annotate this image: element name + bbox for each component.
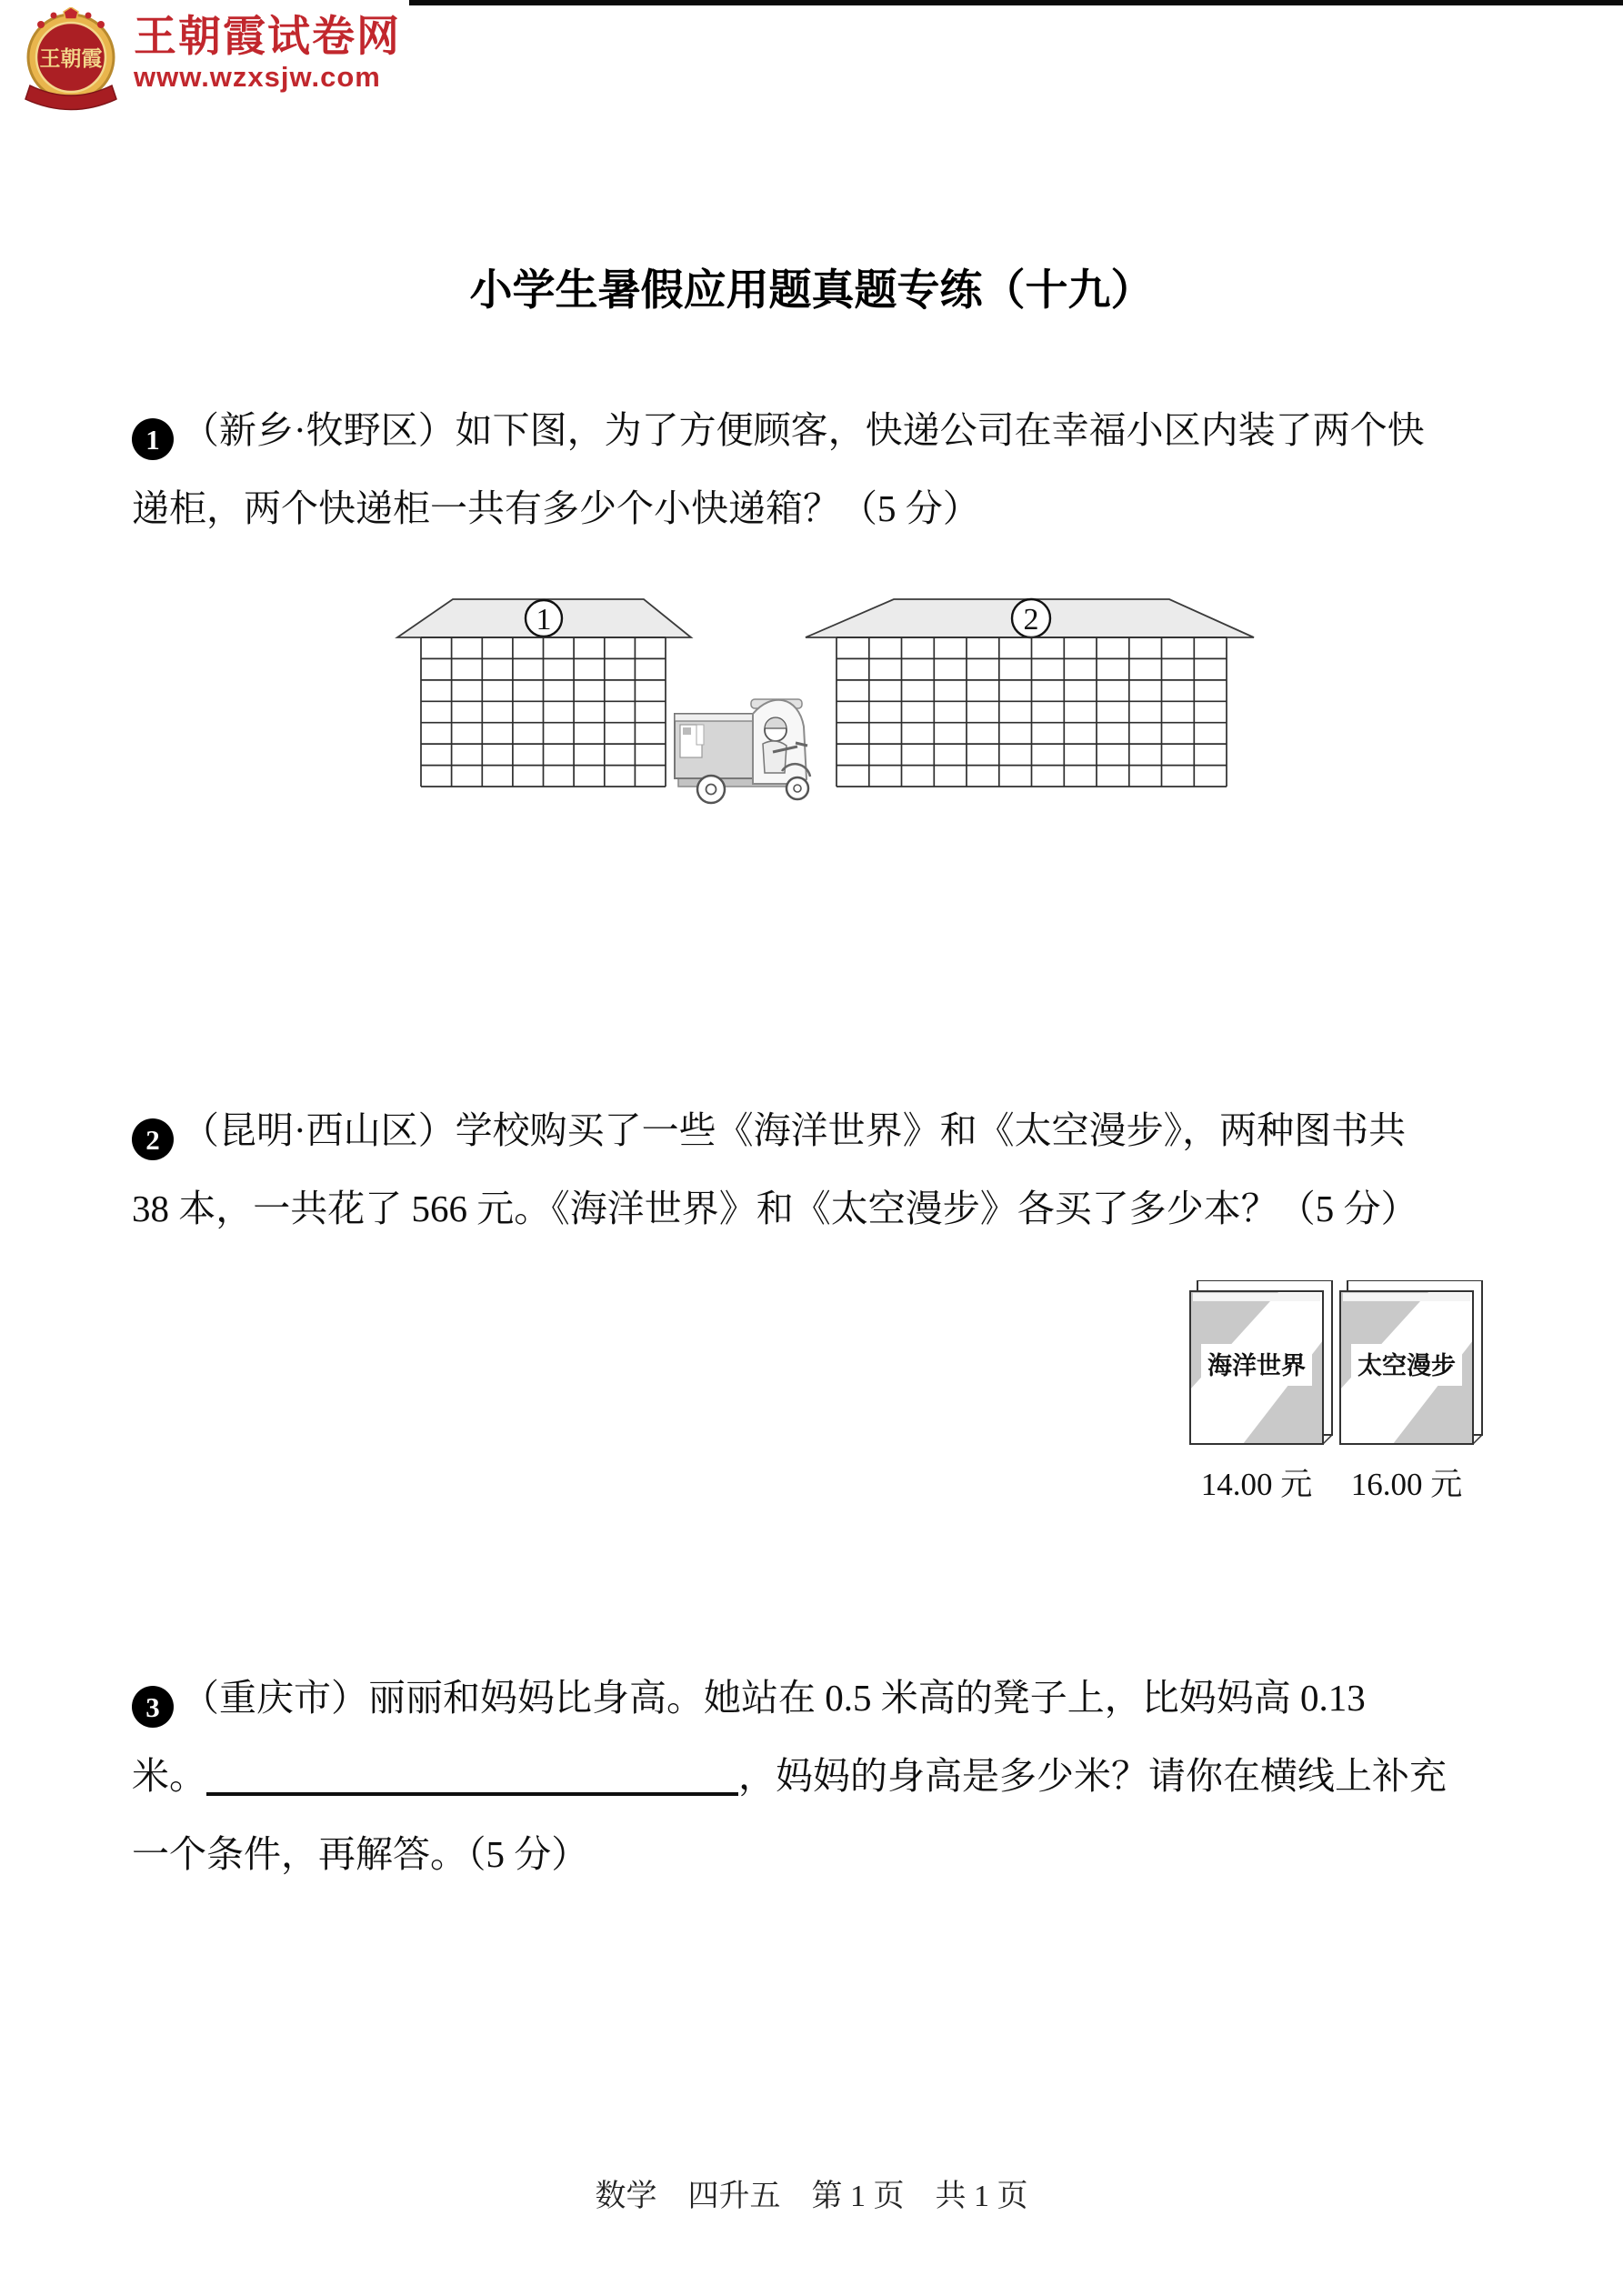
top-border-line (409, 0, 1623, 5)
problem-3 (132, 1659, 1505, 1893)
page-footer: 数学 四升五 第 1 页 共 1 页 (595, 2180, 1028, 2213)
page-title: 小学生暑假应用题真题专练（十九） (469, 266, 1154, 314)
parcel-lockers-figure (391, 577, 1264, 816)
problem-2-number-badge: 2 (132, 1118, 174, 1160)
svg-text:王朝霞: 王朝霞 (39, 46, 103, 70)
books-figure (1177, 1280, 1514, 1509)
book-space-walk (1340, 1280, 1482, 1502)
problem-2-line-2: 38 本，一共花了 566 元。《海洋世界》和《太空漫步》各买了多少本？（5 分） (132, 1188, 1418, 1229)
locker2-label: 2 (1023, 603, 1039, 637)
fill-in-blank-line (206, 1792, 738, 1796)
book2-title: 太空漫步 (1358, 1352, 1456, 1379)
problem-1-number-badge: 1 (132, 418, 174, 460)
problem-1-line-2: 递柜，两个快递柜一共有多少个小快递箱？（5 分） (132, 487, 980, 529)
book1-price: 14.00 元 (1200, 1467, 1313, 1502)
problem-1-line-1: 1 （新乡·牧野区）如下图，为了方便顾客，快递公司在幸福小区内装了两个快 (132, 391, 1505, 469)
problem-3-line-1: 3 （重庆市）丽丽和妈妈比身高。她站在 0.5 米高的凳子上，比妈妈高 0.13 (132, 1659, 1505, 1737)
problem-2 (132, 1091, 1505, 1248)
problem-3-line-2: 米。 ，妈妈的身高是多少米？请你在横线上补充 (132, 1755, 1447, 1797)
book-ocean-world (1190, 1280, 1332, 1502)
delivery-tricycle-icon (675, 699, 810, 803)
book1-title: 海洋世界 (1207, 1352, 1306, 1379)
problem-1 (132, 391, 1505, 547)
locker1-label: 1 (536, 603, 552, 637)
locker2-grid (837, 637, 1227, 787)
problem-2-line-1: 2 （昆明·西山区）学校购买了一些《海洋世界》和《太空漫步》，两种图书共 (132, 1091, 1505, 1169)
problem-3-number-badge: 3 (132, 1686, 174, 1728)
site-url: www.wzxsjw.com (134, 61, 381, 93)
book2-price: 16.00 元 (1350, 1467, 1463, 1502)
locker1-grid (421, 637, 666, 787)
brand-medal-icon (23, 7, 121, 111)
problem-3-line-3: 一个条件，再解答。（5 分） (132, 1833, 589, 1875)
site-logo (23, 7, 401, 111)
site-name: 王朝霞试卷网 (134, 12, 401, 60)
